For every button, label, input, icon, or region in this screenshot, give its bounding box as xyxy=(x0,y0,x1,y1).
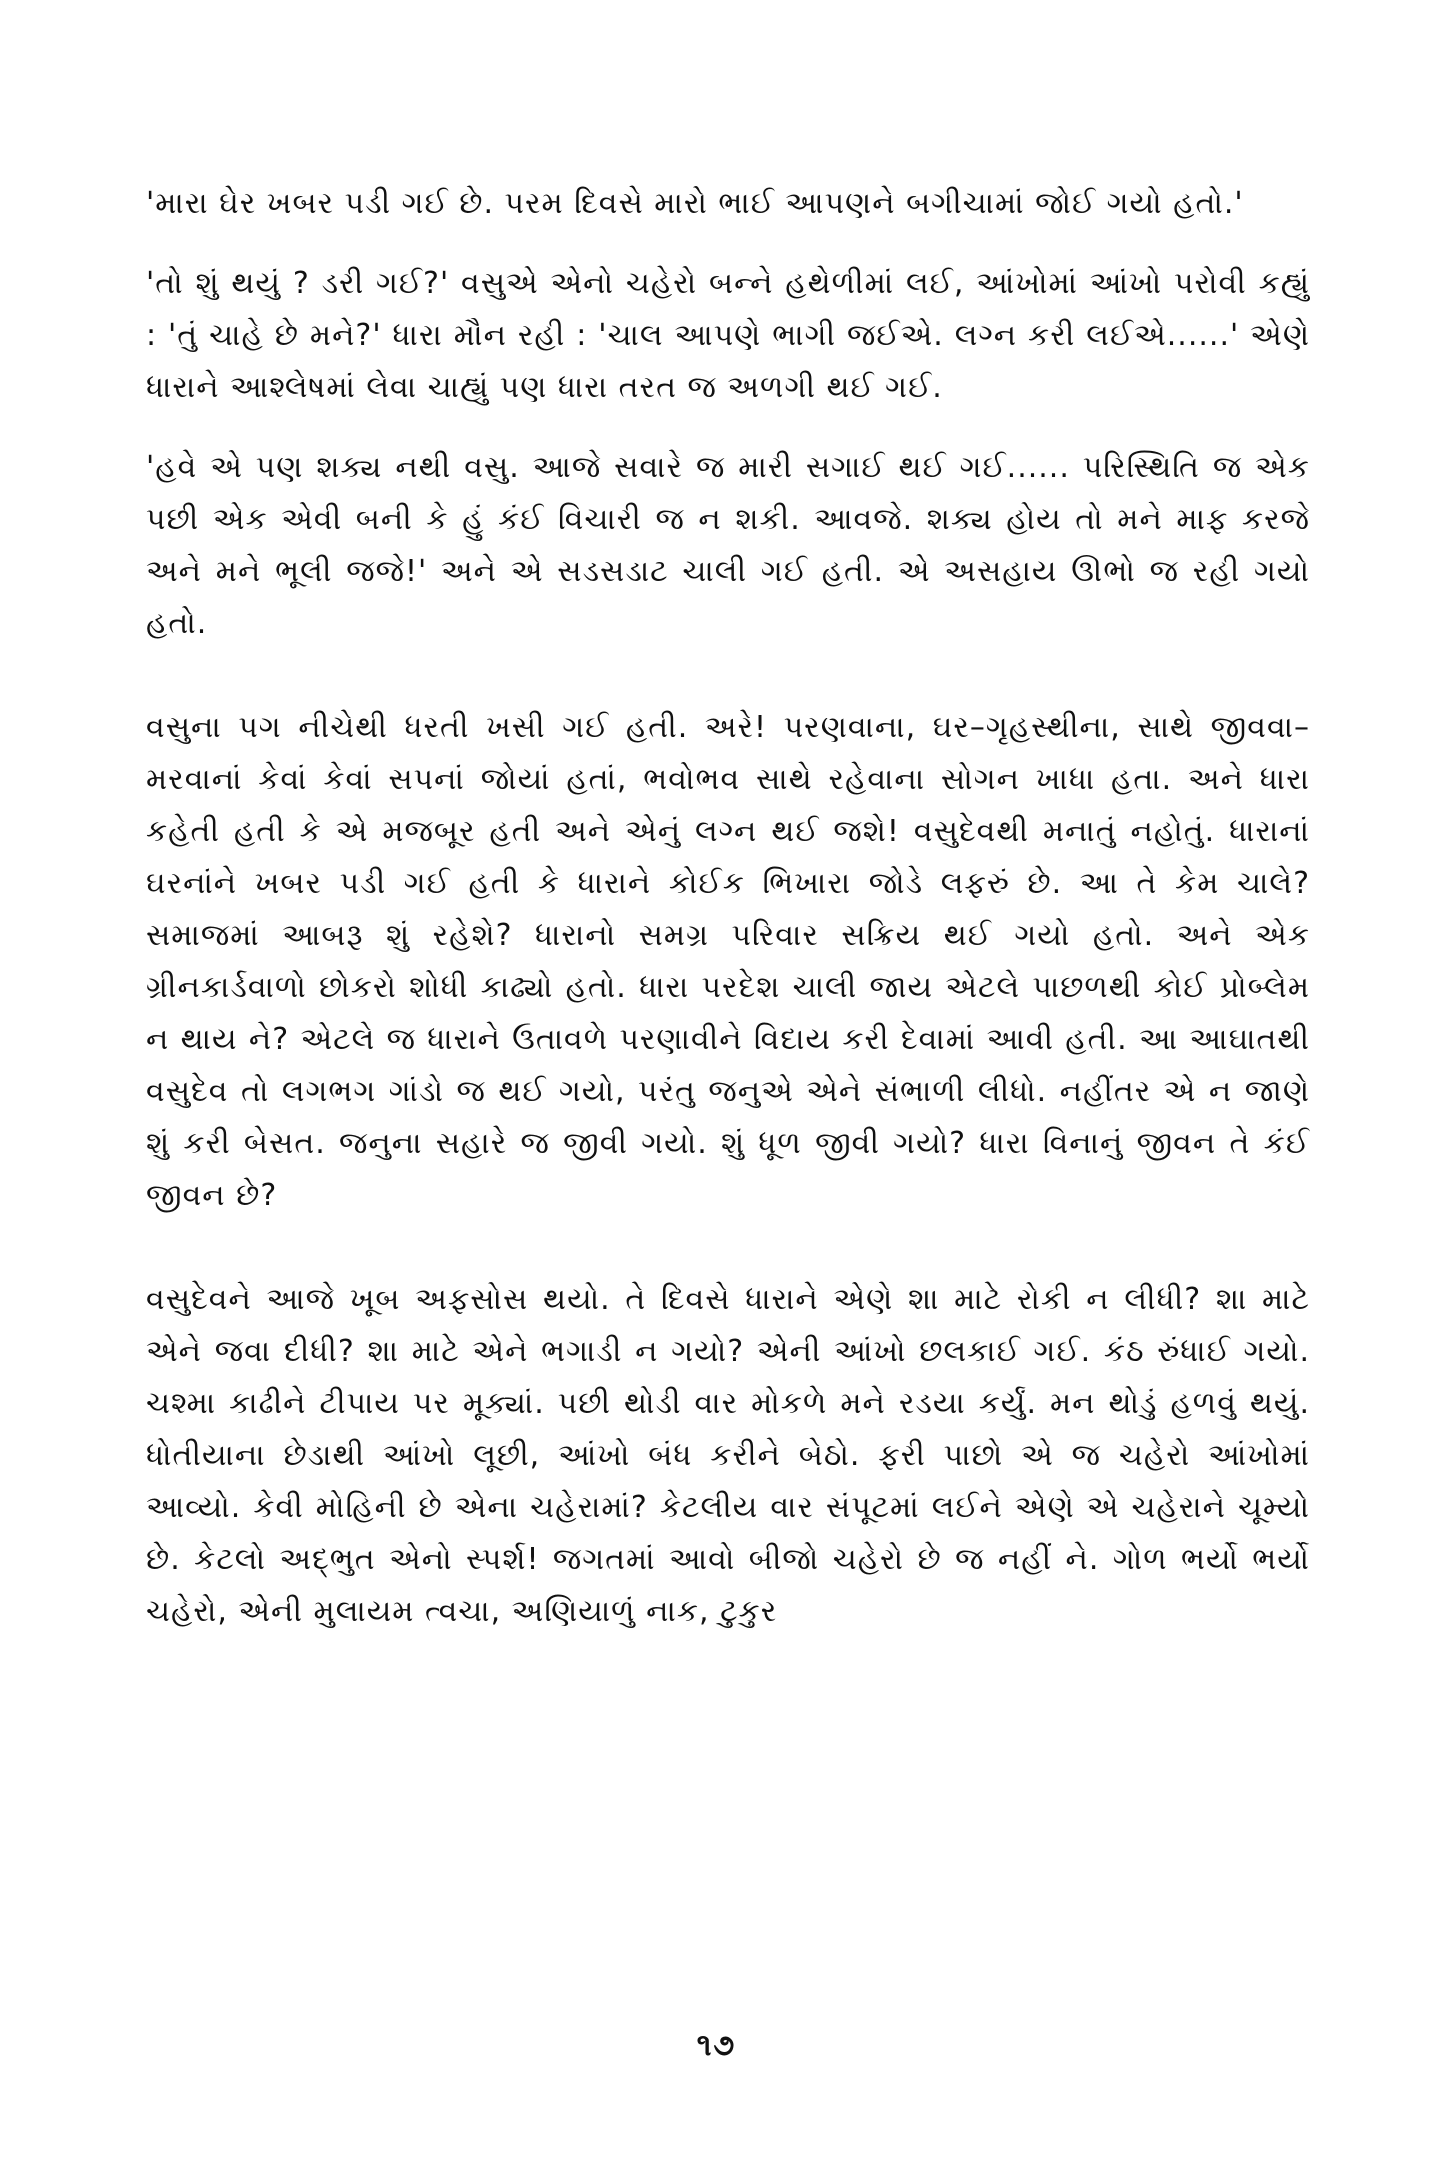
paragraph-3: 'હવે એ પણ શક્ય નથી વસુ. આજે સવારે જ મારી સગાઈ થઈ ગઈ...... પરિસ્થિતિ જ એક પછી એક એવી બની કે હું કંઈ વિચારી જ ન શકી. આવજે. શક્ય હોય તો મને માફ કરજે અને મને ભૂલી જજે!' અને એ સડસડાટ ચાલી ગઈ હતી. એ અસહાય ઊભો જ રહી ગયો હતો. xyxy=(146,450,1310,641)
paragraph-5: વસુદેવને આજે ખૂબ અફસોસ થયો. તે દિવસે ધારાને એણે શા માટે રોકી ન લીધી? શા માટે એને જવા દીધી? શા માટે એને ભગાડી ન ગયો? એની આંખો છલકાઈ ગઈ. કંઠ રુંધાઈ ગયો. ચશ્મા કાઢીને ટીપાય પર મૂક્યાં. પછી થોડી વાર મોકળે મને રડયા કર્યું. મન થોડું હળવું થયું. ધોતીયાના છેડાથી આંખો લૂછી, આંખો બંધ કરીને બેઠો. ફરી પાછો એ જ ચહેરો આંખોમાં આવ્યો. કેવી મોહિની છે એના ચહેરામાં? કેટલીય વાર સંપૂટમાં લઈને એણે એ ચહેરાને ચૂમ્યો છે. કેટલો અદ્ભુત એનો સ્પર્શ! જગતમાં આવો બીજો ચહેરો છે જ નહીં ને. ગોળ ભર્યો ભર્યો ચહેરો, એની મુલાયમ ત્વચા, અણિયાળું નાક, ટુકુર xyxy=(146,1282,1310,1629)
paragraph-1: 'મારા ઘેર ખબર પડી ગઈ છે. પરમ દિવસે મારો ભાઈ આપણને બગીચામાં જોઈ ગયો હતો.' xyxy=(146,186,1244,221)
paragraph-4: વસુના પગ નીચેથી ધરતી ખસી ગઈ હતી. અરે! પરણવાના, ઘર–ગૃહસ્થીના, સાથે જીવવા–મરવાનાં કેવાં કેવાં સપનાં જોયાં હતાં, ભવોભવ સાથે રહેવાના સોગન ખાધા હતા. અને ધારા કહેતી હતી કે એ મજબૂર હતી અને એનું લગ્ન થઈ જશે! વસુદેવથી મનાતું નહોતું. ધારાનાં ઘરનાંને ખબર પડી ગઈ હતી કે ધારાને કોઈક ભિખારા જોડે લફરું છે. આ તે કેમ ચાલે? સમાજમાં આબરૂ શું રહેશે? ધારાનો સમગ્ર પરિવાર સક્રિય થઈ ગયો હતો. અને એક ગ્રીનકાર્ડવાળો છોકરો શોધી કાઢ્યો હતો. ધારા પરદેશ ચાલી જાય એટલે પાછળથી કોઈ પ્રોબ્લેમ ન થાય ને? એટલે જ ધારાને ઉતાવળે પરણાવીને વિદાય કરી દેવામાં આવી હતી. આ આઘાતથી વસુદેવ તો લગભગ ગાંડો જ થઈ ગયો, પરંતુ જનુએ એને સંભાળી લીધો. નહીંતર એ ન જાણે શું કરી બેસત. જનુના સહારે જ જીવી ગયો. શું ધૂળ જીવી ગયો? ધારા વિનાનું જીવન તે કંઈ જીવન છે? xyxy=(146,710,1310,1213)
paragraph-2: 'તો શું થયું ? ડરી ગઈ?' વસુએ એનો ચહેરો બન્ને હથેળીમાં લઈ, આંખોમાં આંખો પરોવી કહ્યું : 'તું ચાહે છે મને?' ધારા મૌન રહી : 'ચાલ આપણે ભાગી જઈએ. લગ્ન કરી લઈએ......' એણે ધારાને આશ્લેષમાં લેવા ચાહ્યું પણ ધારા તરત જ અળગી થઈ ગઈ. xyxy=(146,266,1310,405)
body-text xyxy=(146,178,1310,1638)
page-number: ૧૭ xyxy=(696,2028,737,2063)
